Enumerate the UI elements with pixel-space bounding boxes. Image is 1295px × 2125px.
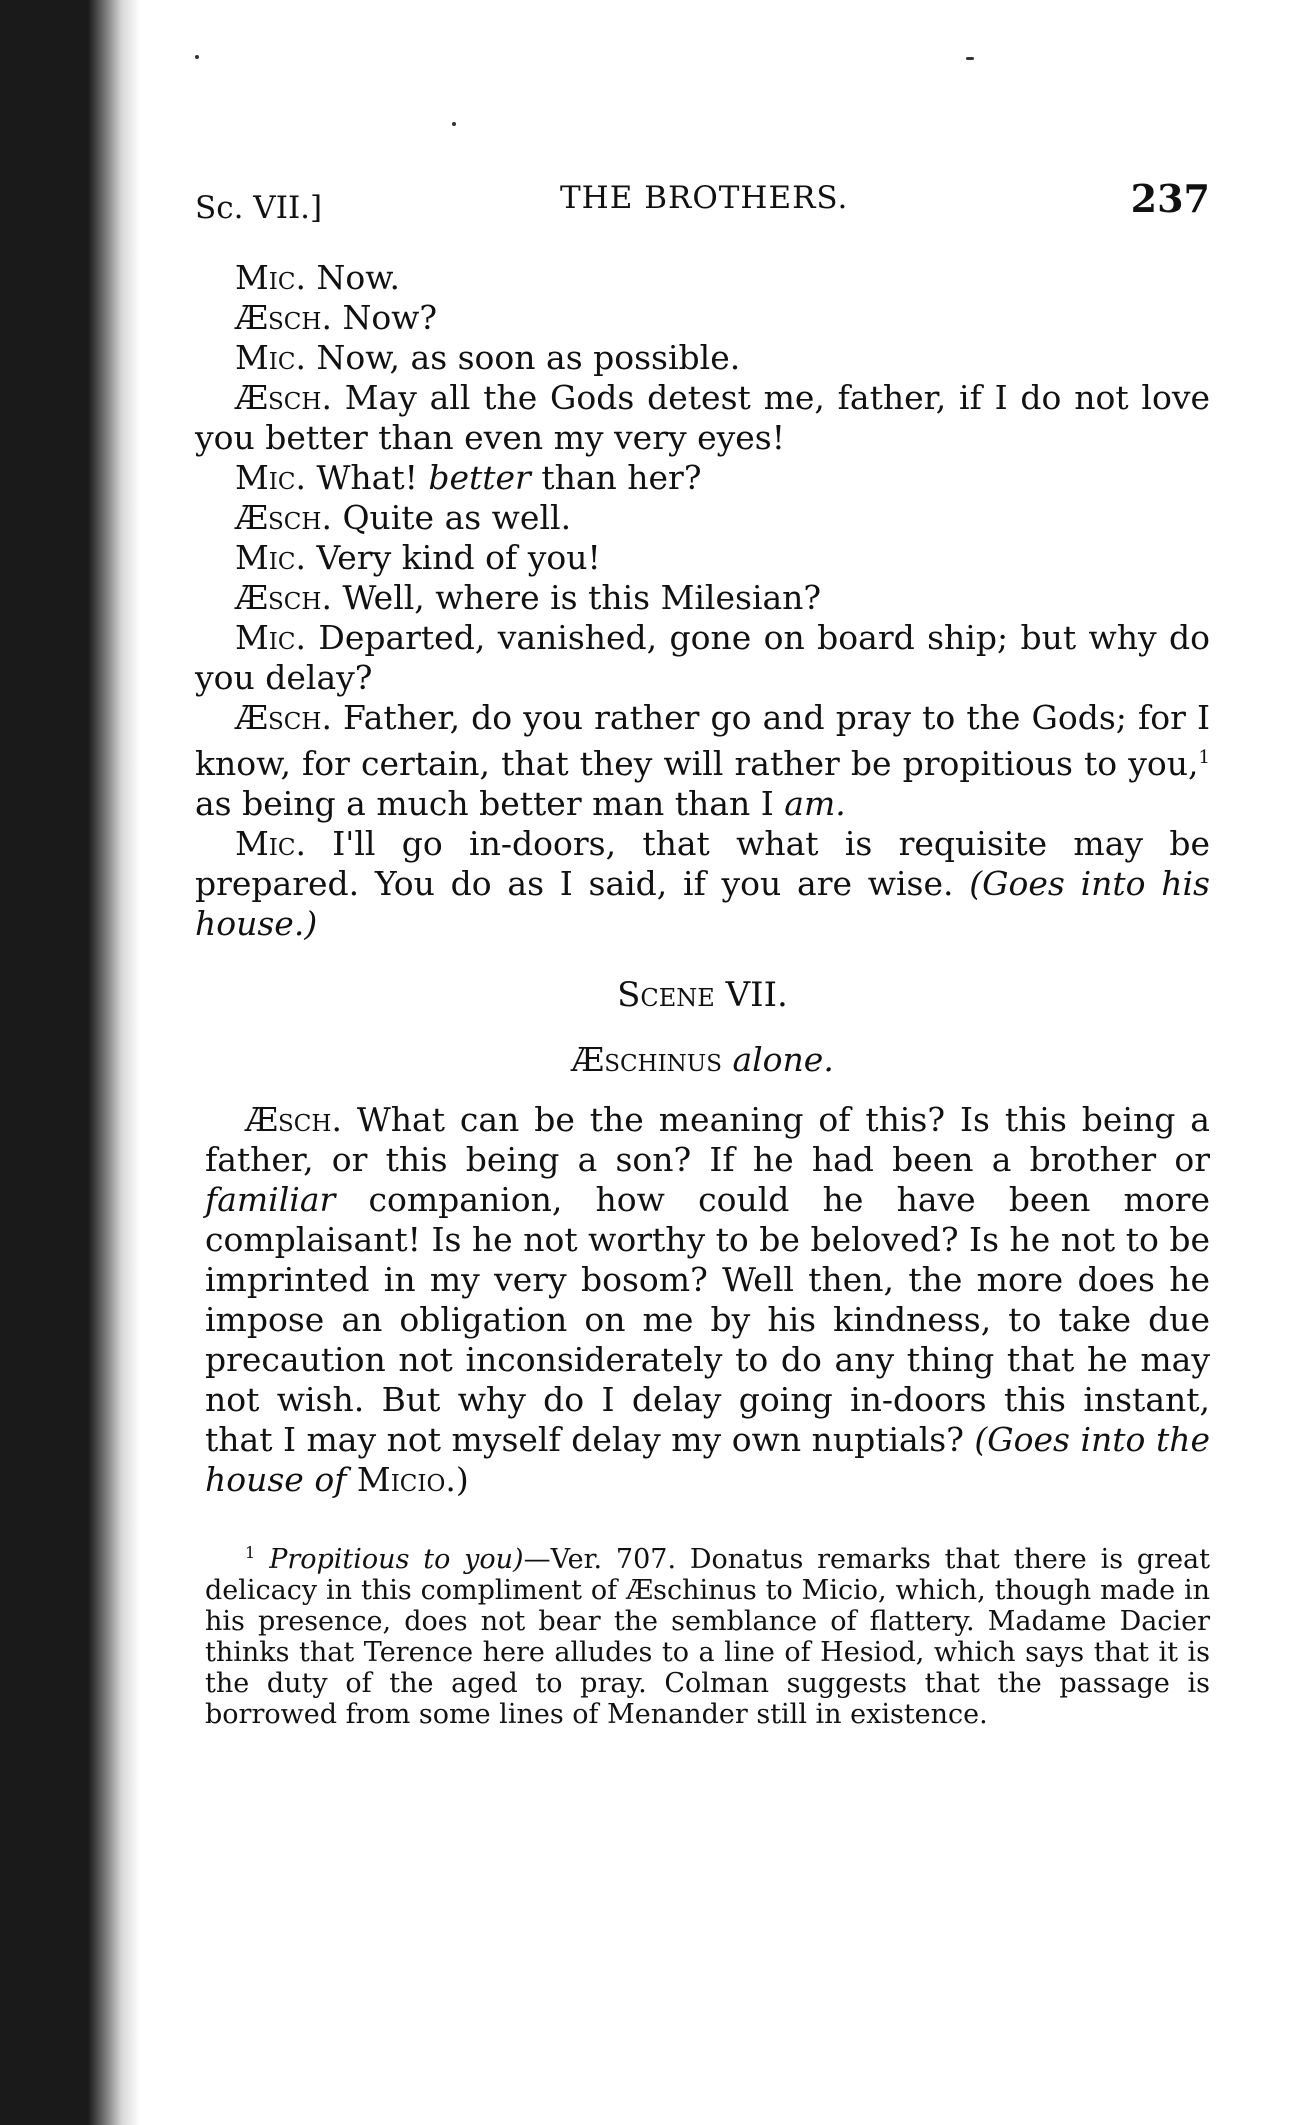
- footnote: [205, 1537, 1210, 1730]
- speech-line: [195, 618, 1210, 698]
- speaker: Æsch.: [235, 578, 332, 617]
- footnote-reference: 1: [1198, 747, 1210, 768]
- speaker: Mic.: [235, 458, 306, 497]
- scene-cast: [195, 1040, 1210, 1079]
- emphasis: am.: [784, 784, 846, 823]
- speaker: Æsch.: [235, 498, 332, 537]
- speech-text: May all the Gods detest me, father, if I do not love you better than even my very eyes!: [195, 378, 1210, 457]
- speech-line: [195, 338, 1210, 378]
- emphasis: familiar: [205, 1180, 336, 1219]
- speck: [966, 57, 974, 60]
- speech-text: What!: [316, 458, 418, 497]
- speech-text: as being a much better man than I: [195, 784, 774, 823]
- character-note: alone.: [732, 1040, 834, 1079]
- speech-line: [195, 298, 1210, 338]
- page-number: 237: [1130, 176, 1210, 221]
- running-head: [195, 176, 1210, 230]
- speaker: Æsch.: [235, 298, 332, 337]
- speck: [452, 122, 456, 126]
- speech-text: What can be the meaning of this? Is this being a father, or this being a son? If he had been a brother or: [205, 1100, 1210, 1179]
- speaker: Mic.: [235, 824, 306, 863]
- monologue-block: [205, 1100, 1210, 1500]
- speech-text: Departed, vanished, gone on board ship; but why do you delay?: [195, 618, 1211, 697]
- speaker: Æsch.: [235, 698, 332, 737]
- speech-text: companion, how could he have been more complaisant! Is he not worthy to be beloved? Is he not to be imprinted in my very bosom? Well then, the more does he impose an obligation on me by his kindness, to take due precaution not inconsiderately to do any thing that he may not wish. But why do I delay going in-doors this instant, that I may not myself delay my own nuptials?: [205, 1180, 1210, 1459]
- speech-line: [195, 378, 1210, 458]
- speech-line: [195, 538, 1210, 578]
- footnote-mark: 1: [245, 1543, 256, 1562]
- speaker: Æsch.: [235, 378, 332, 417]
- speech-text: Now?: [342, 298, 438, 337]
- speaker: Mic.: [235, 618, 306, 657]
- speech-text: I'll go in-doors, that what is requisite may be prepared. You do as I said, if you are wise.: [195, 824, 1210, 903]
- speech-line: [195, 258, 1210, 298]
- speck: [195, 55, 199, 59]
- footnote-lemma: Propitious to you): [269, 1544, 524, 1575]
- speech-text: than her?: [541, 458, 702, 497]
- speech-line: [195, 498, 1210, 538]
- speaker: Mic.: [235, 338, 306, 377]
- speaker: Æsch.: [245, 1100, 342, 1139]
- speech-line: [195, 578, 1210, 618]
- speech-text: Father, do you rather go and pray to the Gods; for I know, for certain, that they will rather be propitious to you,: [195, 698, 1210, 783]
- character-name: Æschinus: [571, 1040, 722, 1079]
- stage-direction: (Goes into the house of: [205, 1420, 1210, 1499]
- speech-text: Well, where is this Milesian?: [342, 578, 822, 617]
- speech-text: Now.: [316, 258, 401, 297]
- stage-direction-name: Micio.: [356, 1460, 456, 1499]
- footnote-text: —Ver. 707. Donatus remarks that there is great delicacy in this compliment of Æschinus to Micio, which, though made in his presence, does not bear the semblance of flattery. Madame Dacier thinks that Terence here alludes to a line of Hesiod, which says that it is the duty of the aged to pray. Colman suggests that the passage is borrowed from some lines of Menander still in existence.: [205, 1544, 1211, 1730]
- stage-direction: (Goes into his house.): [195, 864, 1210, 943]
- stage-direction-close: ): [455, 1460, 469, 1499]
- scene-reference: Sc. VII.]: [195, 190, 323, 226]
- book-spine-shadow: [0, 0, 140, 2125]
- speech-line: [195, 824, 1210, 944]
- speech-line: [205, 1100, 1210, 1500]
- speech-line: [195, 458, 1210, 498]
- speech-text: Quite as well.: [342, 498, 572, 537]
- running-title: THE BROTHERS.: [560, 180, 849, 216]
- speech-text: Very kind of you!: [316, 538, 601, 577]
- speech-text: Now, as soon as possible.: [316, 338, 741, 377]
- emphasis: better: [428, 458, 531, 497]
- dialogue-block: [195, 258, 1210, 944]
- speech-line: [195, 698, 1210, 824]
- speaker: Mic.: [235, 538, 306, 577]
- speaker: Mic.: [235, 258, 306, 297]
- scene-heading: Scene VII.: [617, 975, 788, 1015]
